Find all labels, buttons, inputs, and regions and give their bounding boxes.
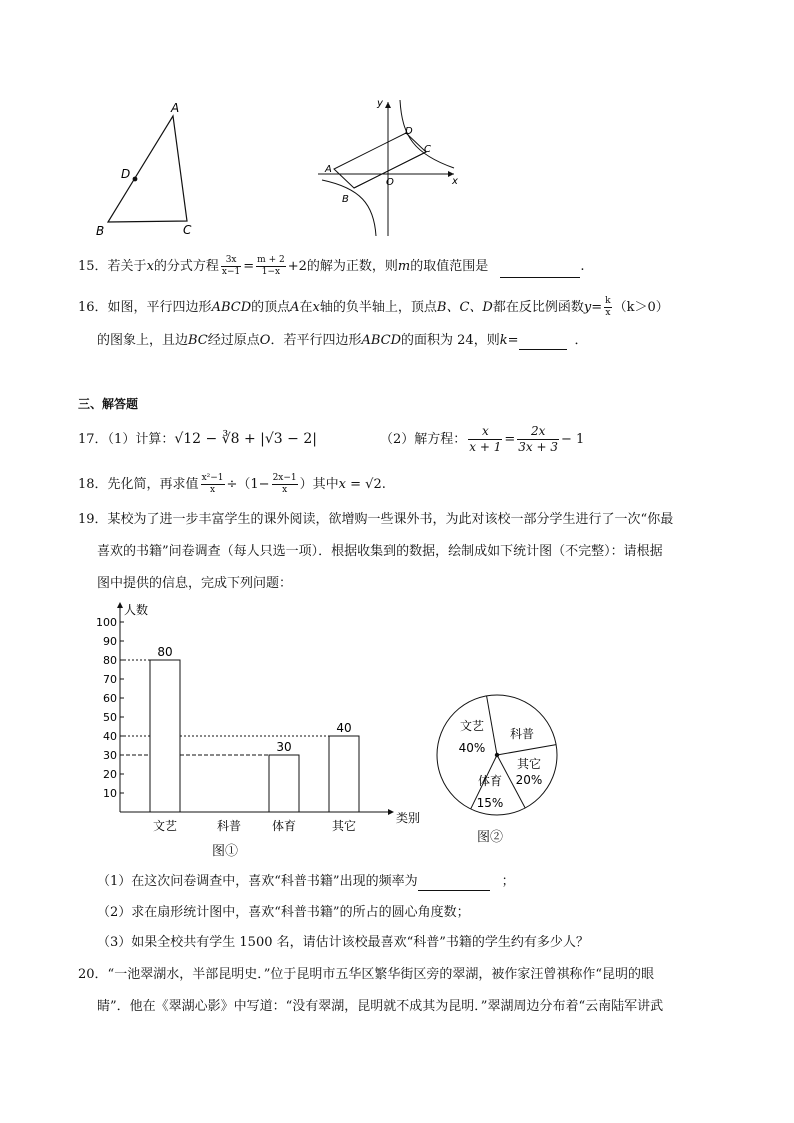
y-tick-label: 30	[103, 749, 117, 762]
pie-center	[495, 753, 499, 757]
bar-data-label: 30	[276, 740, 292, 754]
vertex-b: B	[342, 194, 349, 205]
bar-2	[269, 755, 299, 812]
triangle-vertex-c: C	[183, 223, 192, 237]
x-tick-label: 文艺	[152, 819, 178, 833]
bar-3	[329, 736, 359, 812]
parallelogram-figure	[314, 96, 464, 238]
bar-data-label: 40	[336, 721, 352, 735]
triangle-vertex-a: A	[171, 101, 180, 115]
question-19-line-3: 图中提供的信息，完成下列问题：	[97, 576, 293, 591]
pie-slice-percent: 20%	[515, 773, 543, 787]
question-17-part-2: （2）解方程： $\frac{x}{x + 1}$ = $\frac{2x}{3x + 3}$ − 1	[380, 424, 585, 454]
x-axis-label: 类别	[396, 811, 421, 825]
y-axis-arrow	[117, 602, 123, 608]
origin-o: O	[386, 177, 394, 188]
q17-fraction-2: $\frac{2x}{3x + 3}$	[518, 424, 559, 454]
q15-fraction-1: $\frac{3x}{x-1}$	[221, 255, 241, 277]
question-19-line-2: 喜欢的书籍”问卷调查（每人只选一项）．根据收集到的数据，绘制成如下统计图（不完整）：请根据	[97, 544, 663, 559]
question-19-sub-3: （3）如果全校共有学生 1500 名，请估计该校最喜欢“科普”书籍的学生约有多少人？	[97, 935, 589, 950]
y-tick-label: 40	[103, 730, 117, 743]
y-tick-label: 20	[103, 768, 117, 781]
x-tick-label: 科普	[216, 819, 242, 833]
y-tick-label: 70	[103, 673, 117, 686]
pie-slice-percent: 40%	[458, 741, 486, 755]
question-20-line-1: 20．“一池翠湖水，半部昆明史．”位于昆明市五华区繁华街区旁的翠湖，被作家汪曾祺称作“昆明的眼	[78, 967, 654, 982]
q15-number: 15．	[78, 259, 108, 274]
q17-fraction-1: $\frac{x}{x + 1}$	[469, 424, 502, 454]
y-tick-label: 60	[103, 692, 117, 705]
vertex-d: D	[405, 126, 413, 137]
y-tick-label: 50	[103, 711, 117, 724]
triangle-vertex-b: B	[96, 224, 105, 238]
section-heading: 三、解答题	[78, 397, 139, 411]
pie-chart	[432, 690, 562, 820]
question-15: 15．若关于x的分式方程 $\frac{3x}{x-1}$ = $\frac{m + 2}{1-x}$ +2的解为正数，则m的取值范围是 .	[78, 255, 585, 277]
q16-fraction-k-over-x: $\frac{k}{x}$	[605, 296, 611, 318]
y-tick-label: 90	[103, 635, 117, 648]
vertex-a: A	[325, 164, 332, 175]
q19-sub1-answer-blank[interactable]	[418, 876, 490, 891]
triangle-figure	[90, 98, 210, 240]
bar-0	[150, 660, 180, 812]
question-19-sub-2: （2）求在扇形统计图中，喜欢“科普书籍”的所占的圆心角度数；	[97, 905, 470, 920]
q15-fraction-2: $\frac{m + 2}{1-x}$	[257, 255, 285, 277]
y-tick-label: 10	[103, 787, 117, 800]
vertex-c: C	[424, 144, 431, 155]
q18-fraction-2: $\frac{2x-1}{x}$	[272, 473, 297, 495]
q15-answer-blank[interactable]	[500, 263, 580, 278]
y-tick-label: 80	[103, 654, 117, 667]
pie-slice-label: 其它	[516, 757, 542, 771]
bar-chart	[90, 598, 430, 838]
triangle-vertex-d: D	[121, 167, 131, 181]
question-20-line-2: 睛”．他在《翠湖心影》中写道：“没有翠湖，昆明就不成其为昆明．”翠湖周边分布着“云南陆军讲武	[97, 999, 664, 1014]
pie-slice-label: 科普	[509, 727, 535, 741]
question-19-line-1: 19．某校为了进一步丰富学生的课外阅读，欲增购一些课外书，为此对该校一部分学生进行了一次“你最	[78, 512, 674, 527]
question-18: 18．先化简，再求值 $\frac{\text{x²−1}}{x}$ ÷（1− $\frac{2x-1}{x}$ ）其中x = √2.	[78, 473, 386, 495]
y-axis-label: 人数	[124, 603, 149, 617]
question-16-line-1: 16．如图，平行四边形ABCD的顶点A在x轴的负半轴上，顶点B、C、D都在反比例函数y= $\frac{k}{x}$ （k＞0）	[78, 296, 669, 318]
figure-1-caption: 图①	[212, 844, 239, 859]
x-tick-label: 体育	[271, 819, 297, 833]
pie-slice-percent: 15%	[476, 796, 504, 810]
question-16-line-2: 的图象上，且边BC经过原点O．若平行四边形ABCD的面积为 24，则k= ．	[97, 333, 588, 348]
axis-x-label: x	[452, 176, 458, 187]
question-17: 17．（1）计算：√12 − ∛8 + |√3 − 2|	[78, 431, 317, 447]
question-19-sub-1: （1）在这次问卷调查中，喜欢“科普书籍”出现的频率为 ；	[97, 874, 515, 889]
q17-expression: √12 − ∛8 + |√3 − 2|	[174, 431, 317, 447]
figure-2-caption: 图②	[477, 830, 504, 845]
q18-fraction-1: $\frac{\text{x²−1}}{x}$	[201, 473, 224, 495]
bar-data-label: 80	[157, 645, 173, 659]
x-axis-arrow	[388, 809, 394, 815]
pie-slice-label: 文艺	[459, 719, 485, 733]
pie-slice-label: 体育	[477, 774, 503, 788]
q16-answer-blank[interactable]	[519, 335, 567, 350]
x-tick-label: 其它	[331, 819, 357, 833]
axis-y-label: y	[377, 98, 383, 109]
y-tick-label: 100	[96, 616, 117, 629]
